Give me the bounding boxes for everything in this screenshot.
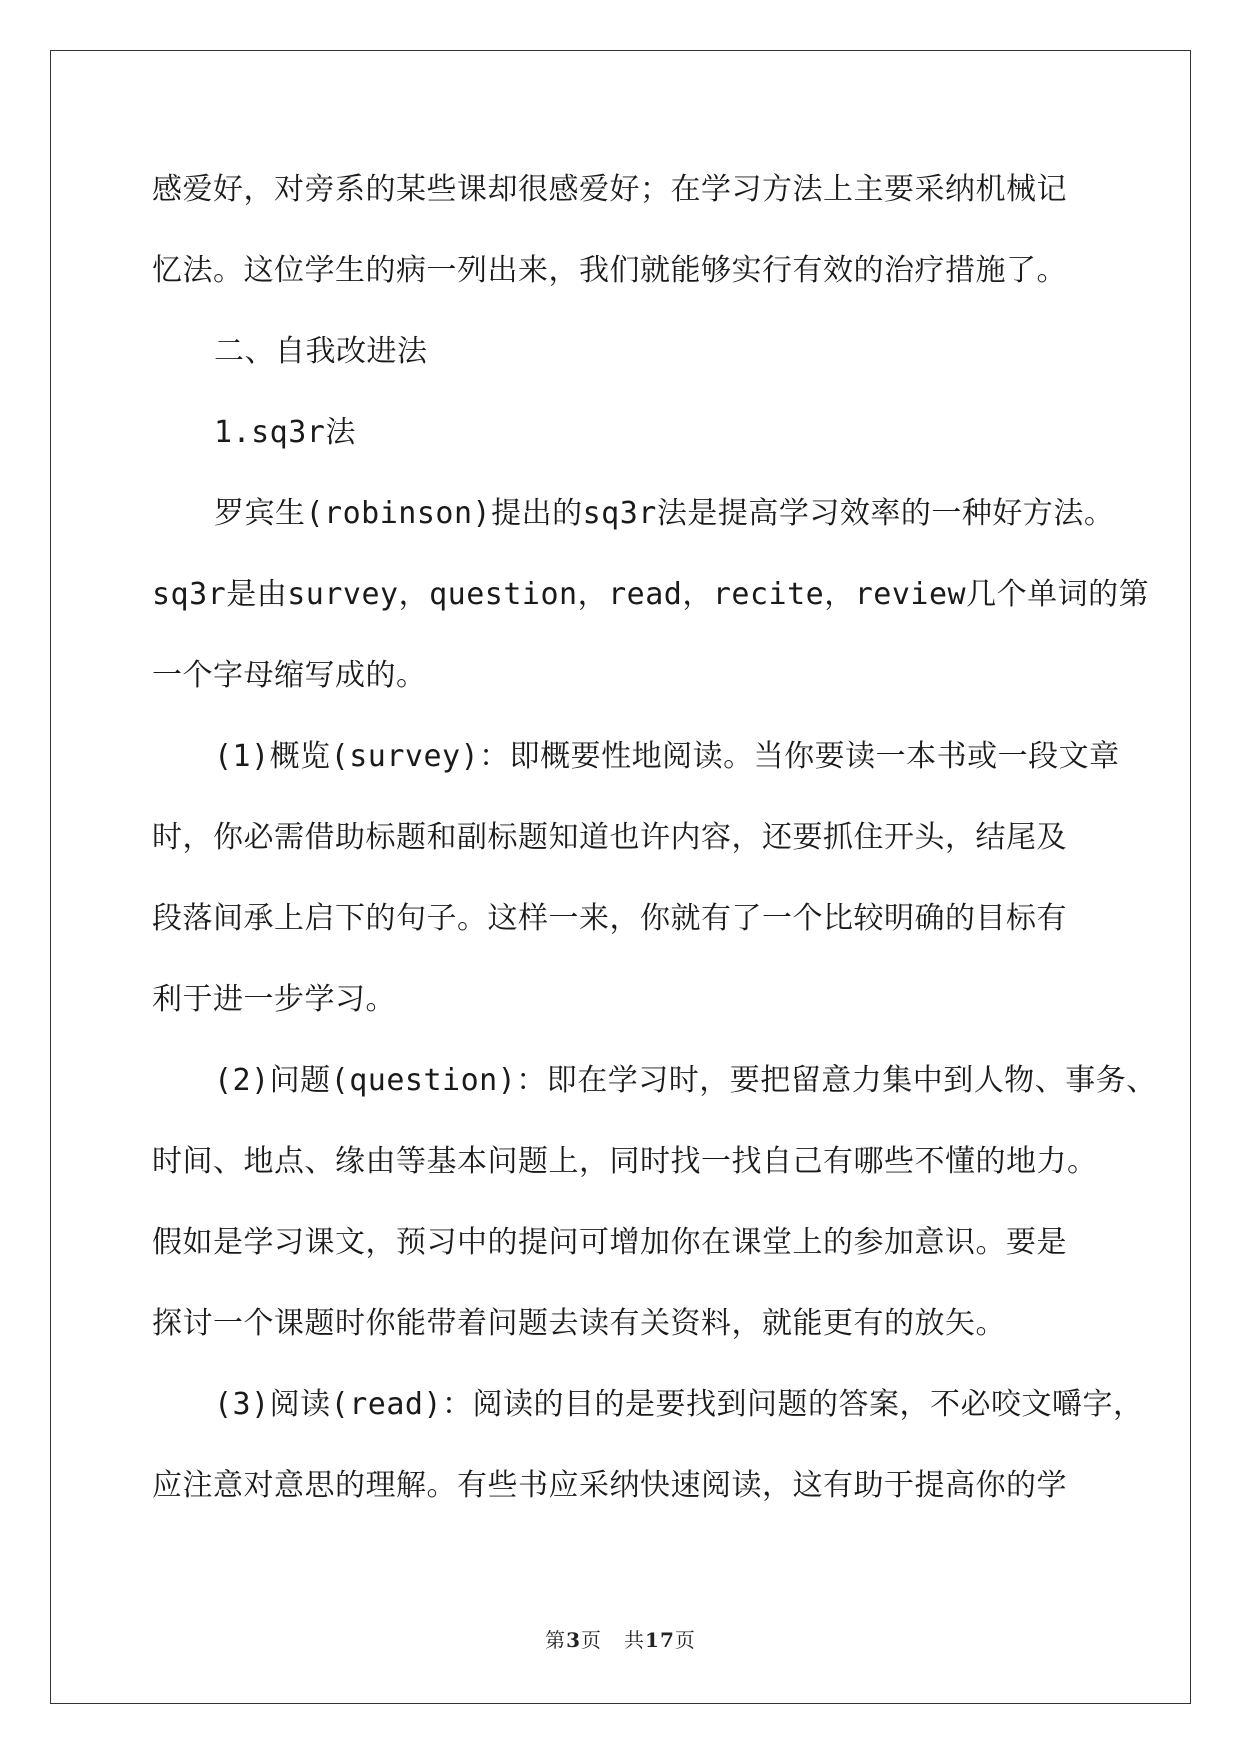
- text-line-14: 假如是学习课文，预习中的提问可增加你在课堂上的参加意识。要是: [152, 1225, 1067, 1260]
- footer-total-pages: 17: [645, 1628, 675, 1652]
- text-line-1: 感爱好，对旁系的某些课却很感爱好；在学习方法上主要采纳机械记: [152, 172, 1067, 207]
- footer-page-number: 3: [566, 1628, 582, 1652]
- section-heading: 二、自我改进法: [214, 334, 428, 369]
- footer-total-suffix: 页: [674, 1628, 696, 1652]
- text-line-9: 时，你必需借助标题和副标题知道也许内容，还要抓住开头，结尾及: [152, 820, 1067, 855]
- text-line-12: (2)问题(question)：即在学习时，要把留意力集中到人物、事务、: [214, 1063, 1157, 1098]
- footer-page-suffix: 页: [581, 1628, 603, 1652]
- text-line-13: 时间、地点、缘由等基本问题上，同时找一找自己有哪些不懂的地力。: [152, 1144, 1098, 1179]
- text-line-17: 应注意对意思的理解。有些书应采纳快速阅读，这有助于提高你的学: [152, 1468, 1067, 1503]
- document-body: [152, 160, 1157, 1537]
- text-line-7: 一个字母缩写成的。: [152, 658, 427, 693]
- text-line-15: 探讨一个课题时你能带着问题去读有关资料，就能更有的放矢。: [152, 1306, 1006, 1341]
- text-line-11: 利于进一步学习。: [152, 982, 396, 1017]
- text-line-16: (3)阅读(read)：阅读的目的是要找到问题的答案，不必咬文嚼字，: [214, 1387, 1144, 1422]
- text-line-5: 罗宾生(robinson)提出的sq3r法是提高学习效率的一种好方法。: [214, 496, 1115, 531]
- subsection-heading: 1.sq3r法: [214, 415, 356, 450]
- footer-total-prefix: 共: [624, 1628, 646, 1652]
- text-line-2: 忆法。这位学生的病一列出来，我们就能够实行有效的治疗措施了。: [152, 253, 1067, 288]
- text-line-10: 段落间承上启下的句子。这样一来，你就有了一个比较明确的目标有: [152, 901, 1067, 936]
- text-line-6: sq3r是由survey，question，read，recite，review几个单词的第: [152, 577, 1150, 612]
- page-footer: [0, 1624, 1241, 1653]
- footer-page-prefix: 第: [545, 1628, 567, 1652]
- text-line-8: (1)概览(survey)：即概要性地阅读。当你要读一本书或一段文章: [214, 739, 1120, 774]
